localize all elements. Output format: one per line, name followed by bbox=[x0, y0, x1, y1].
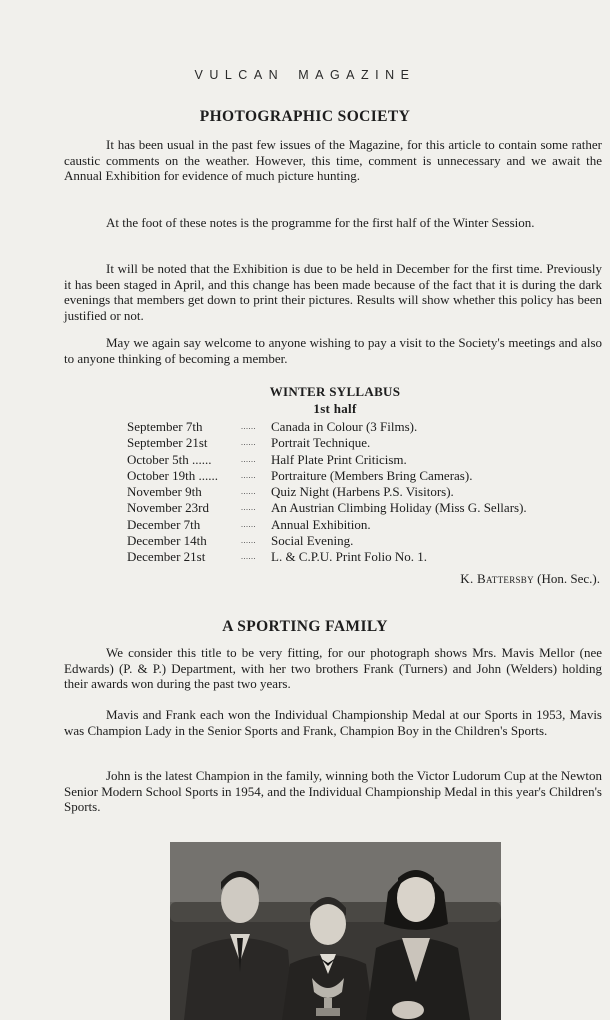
photographic-paragraph-2: At the foot of these notes is the programme for the first half of the Winter Session. bbox=[106, 215, 535, 230]
sporting-paragraph-3: John is the latest Champion in the family, winning both the Victor Ludorum Cup at the Newton Senior Modern School Sports in 1954, and the Individual Championship Medal in this year's Children's Sports. bbox=[64, 768, 602, 815]
sporting-paragraph-2: Mavis and Frank each won the Individual Championship Medal at our Sports in 1953, Mavis was Champion Lady in the Senior Sports and Frank, Champion Boy in the Children's Sports. bbox=[64, 707, 602, 738]
leader-dots: ...... bbox=[241, 422, 256, 431]
syllabus-row bbox=[127, 517, 597, 533]
leader-dots: ...... bbox=[241, 536, 256, 546]
syllabus-date: December 14th bbox=[127, 533, 207, 549]
syllabus-row bbox=[127, 452, 597, 468]
leader-dots: ...... bbox=[241, 503, 256, 513]
syllabus-row bbox=[127, 484, 597, 500]
signature-name: K. Battersby bbox=[460, 571, 534, 586]
syllabus-row bbox=[127, 468, 597, 484]
syllabus-subtitle: 1st half bbox=[313, 401, 357, 416]
masthead-word-2: MAGAZINE bbox=[298, 68, 416, 82]
masthead-word-1: VULCAN bbox=[194, 68, 285, 82]
syllabus-event: Portraiture (Members Bring Cameras). bbox=[271, 467, 473, 483]
leader-dots: ...... bbox=[241, 438, 256, 448]
syllabus-event: Portrait Technique. bbox=[271, 435, 371, 451]
signature-role: (Hon. Sec.). bbox=[537, 571, 600, 586]
syllabus-event: Half Plate Print Criticism. bbox=[271, 451, 407, 467]
syllabus-title: WINTER SYLLABUS bbox=[269, 384, 401, 399]
leader-dots: ...... bbox=[241, 552, 256, 562]
photographic-paragraph-1: It has been usual in the past few issues of the Magazine, for this article to contain some rather caustic comments on the weather. However, this time, comment is unnecessary and we await the Annual Exhibition for evidence of much picture hunting. bbox=[64, 137, 602, 184]
signature bbox=[460, 571, 600, 587]
leader-dots: ...... bbox=[241, 487, 256, 497]
syllabus-date: November 23rd bbox=[127, 500, 209, 516]
syllabus-date: December 21st bbox=[127, 549, 206, 565]
syllabus-row bbox=[127, 500, 597, 516]
syllabus-row bbox=[127, 533, 597, 549]
syllabus-date: December 7th bbox=[127, 516, 201, 532]
syllabus-row bbox=[127, 419, 597, 435]
photographic-society-heading: PHOTOGRAPHIC SOCIETY bbox=[199, 108, 411, 125]
family-photograph bbox=[170, 842, 501, 1020]
photographic-paragraph-3: It will be noted that the Exhibition is due to be held in December for the first time. Previously it has been staged in April, and this change has been made because of the fact that it is during the dark evenings that members get down to print their pictures. Results will show whether this policy has been justified or not. bbox=[64, 261, 602, 323]
leader-dots: ...... bbox=[241, 519, 256, 529]
syllabus-event: Canada in Colour (3 Films). bbox=[271, 419, 418, 434]
syllabus-date: October 5th ...... bbox=[127, 451, 212, 467]
photograph-illustration bbox=[170, 842, 501, 1020]
syllabus-event: L. & C.P.U. Print Folio No. 1. bbox=[271, 549, 428, 565]
sporting-paragraph-1: We consider this title to be very fitting, for our photograph shows Mrs. Mavis Mellor (nee Edwards) (P. & P.) Department, with her two brothers Frank (Turners) and John (Welders) holding their awards won during the past two years. bbox=[64, 645, 602, 692]
syllabus-date: September 7th bbox=[127, 419, 203, 434]
syllabus-event: Quiz Night (Harbens P.S. Visitors). bbox=[271, 484, 454, 500]
syllabus-date: November 9th bbox=[127, 484, 202, 500]
syllabus-row bbox=[127, 549, 597, 565]
photographic-paragraph-4: May we again say welcome to anyone wishing to pay a visit to the Society's meetings and also to anyone thinking of becoming a member. bbox=[64, 335, 602, 366]
leader-dots: ...... bbox=[241, 454, 256, 464]
sporting-family-heading: A SPORTING FAMILY bbox=[222, 618, 388, 635]
syllabus-event: An Austrian Climbing Holiday (Miss G. Sellars). bbox=[271, 500, 527, 516]
syllabus-list bbox=[127, 419, 597, 566]
syllabus-date: October 19th ...... bbox=[127, 467, 218, 483]
syllabus-event: Annual Exhibition. bbox=[271, 516, 371, 532]
leader-dots: ...... bbox=[241, 470, 256, 480]
masthead bbox=[0, 68, 610, 82]
syllabus-event: Social Evening. bbox=[271, 533, 354, 549]
syllabus-row bbox=[127, 435, 597, 451]
syllabus-date: September 21st bbox=[127, 435, 208, 451]
